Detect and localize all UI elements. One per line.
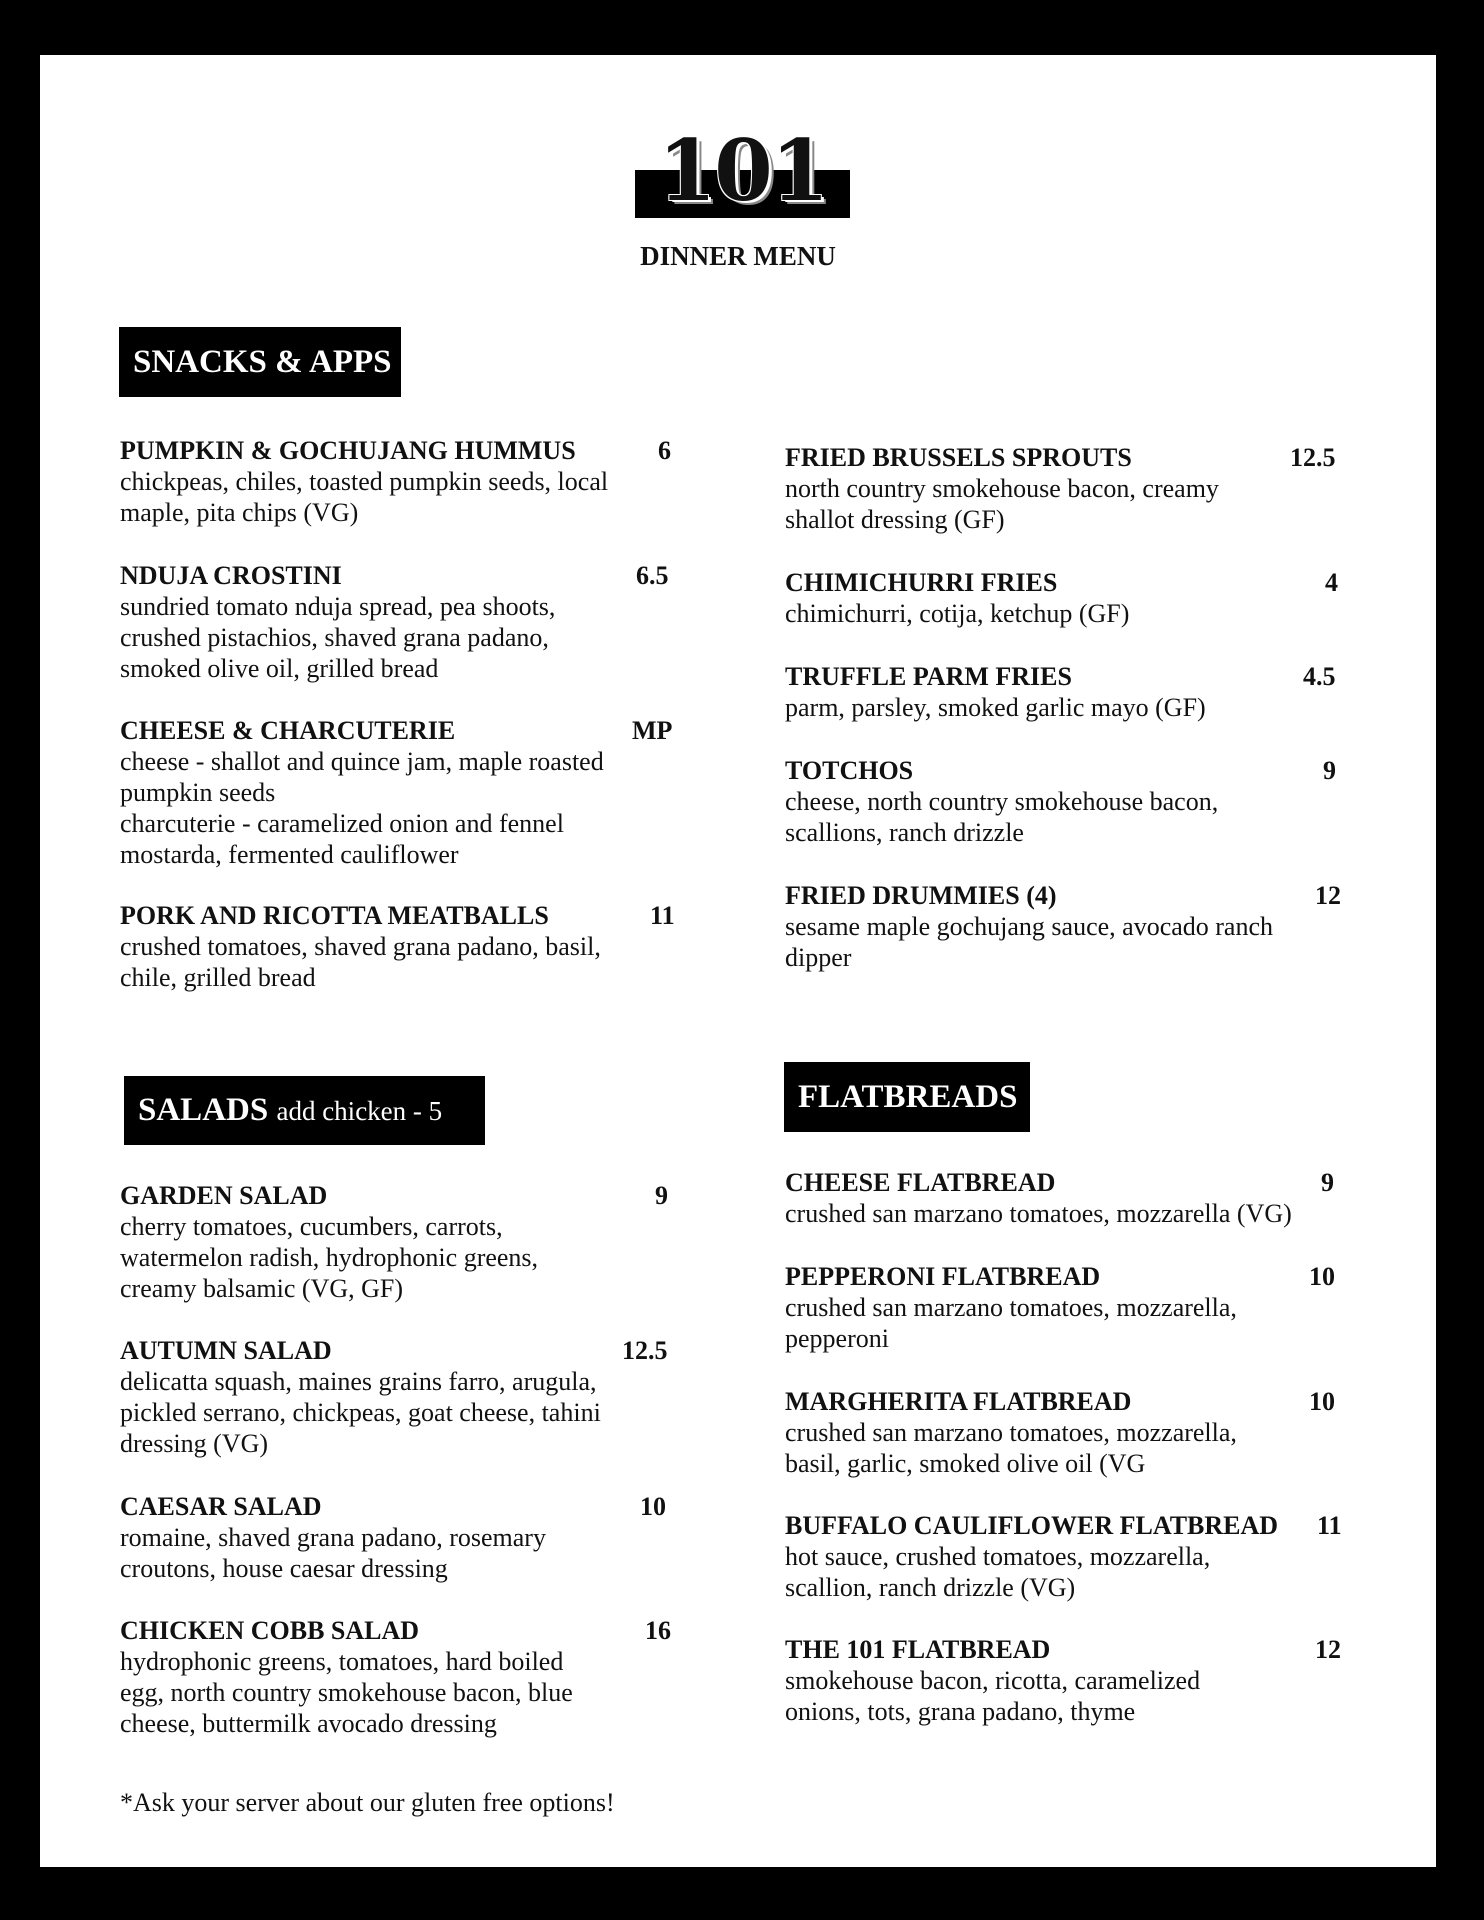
item-name: MARGHERITA FLATBREAD — [785, 1387, 1132, 1416]
item-description: sesame maple gochujang sauce, avocado ranch dipper — [785, 912, 1274, 972]
section-note: add chicken - 5 — [276, 1096, 443, 1126]
item-price: 16 — [645, 1616, 671, 1645]
item-price: 9 — [1321, 1168, 1334, 1197]
item-name: CHEESE & CHARCUTERIE — [120, 716, 456, 745]
item-name: PORK AND RICOTTA MEATBALLS — [120, 901, 549, 930]
logo-text: 101 — [657, 121, 828, 220]
menu-item — [785, 661, 1385, 723]
section-title: SALADS — [138, 1092, 269, 1128]
menu-item — [120, 1491, 720, 1584]
menu-item — [785, 567, 1385, 629]
item-description: north country smokehouse bacon, creamy shallot dressing (GF) — [785, 474, 1219, 534]
menu-item — [785, 880, 1385, 973]
item-price: 12.5 — [1290, 443, 1336, 472]
item-price: 6.5 — [636, 561, 669, 590]
item-name: PEPPERONI FLATBREAD — [785, 1262, 1101, 1291]
item-price: 12 — [1315, 1635, 1341, 1664]
menu-subtitle: DINNER MENU — [640, 241, 836, 271]
menu-item — [785, 755, 1385, 848]
item-description: crushed san marzano tomatoes, mozzarella, basil, garlic, smoked olive oil (VG — [785, 1418, 1237, 1478]
menu-item — [120, 560, 720, 684]
item-description: delicatta squash, maines grains farro, arugula, pickled serrano, chickpeas, goat cheese, tahini dressing (VG) — [120, 1367, 601, 1458]
section-title: SNACKS & APPS — [133, 344, 392, 380]
item-description: chimichurri, cotija, ketchup (GF) — [785, 599, 1130, 628]
item-name: CHIMICHURRI FRIES — [785, 568, 1058, 597]
item-name: FRIED DRUMMIES (4) — [785, 881, 1057, 910]
item-description: hydrophonic greens, tomatoes, hard boiled egg, north country smokehouse bacon, blue cheese, buttermilk avocado dressing — [120, 1647, 573, 1738]
item-price: 9 — [1323, 756, 1336, 785]
item-price: 10 — [1309, 1262, 1335, 1291]
menu-item — [785, 1167, 1405, 1229]
item-price: 12.5 — [622, 1336, 668, 1365]
item-name: CHICKEN COBB SALAD — [120, 1616, 420, 1645]
item-name: CAESAR SALAD — [120, 1492, 322, 1521]
logo — [635, 121, 850, 220]
menu-item — [785, 1510, 1405, 1603]
menu-item — [785, 1386, 1405, 1479]
item-price: MP — [632, 716, 673, 745]
item-price: 4 — [1325, 568, 1338, 597]
menu-item — [120, 1180, 720, 1304]
item-price: 10 — [1309, 1387, 1335, 1416]
item-name: FRIED BRUSSELS SPROUTS — [785, 443, 1132, 472]
item-price: 11 — [1317, 1511, 1342, 1540]
item-description: hot sauce, crushed tomatoes, mozzarella, scallion, ranch drizzle (VG) — [785, 1542, 1211, 1602]
item-price: 12 — [1315, 881, 1341, 910]
menu-item — [120, 900, 720, 993]
item-description: cheese, north country smokehouse bacon, scallions, ranch drizzle — [785, 787, 1219, 847]
item-description: smokehouse bacon, ricotta, caramelized onions, tots, grana padano, thyme — [785, 1666, 1201, 1726]
menu-item — [785, 442, 1385, 535]
item-description: cheese - shallot and quince jam, maple roasted pumpkin seeds charcuterie - caramelized onion and fennel mostarda, fermented cauliflower — [120, 747, 604, 869]
menu-page — [40, 55, 1436, 1867]
item-description: crushed tomatoes, shaved grana padano, basil, chile, grilled bread — [120, 932, 601, 992]
menu-item — [120, 1335, 720, 1459]
footer-note: *Ask your server about our gluten free options! — [120, 1788, 615, 1817]
item-name: TRUFFLE PARM FRIES — [785, 662, 1072, 691]
item-price: 9 — [655, 1181, 668, 1210]
item-price: 4.5 — [1303, 662, 1336, 691]
item-description: chickpeas, chiles, toasted pumpkin seeds, local maple, pita chips (VG) — [120, 467, 609, 527]
item-name: BUFFALO CAULIFLOWER FLATBREAD — [785, 1511, 1279, 1540]
menu-item — [120, 1615, 720, 1739]
item-price: 6 — [658, 436, 671, 465]
menu-item — [785, 1261, 1405, 1354]
item-name: THE 101 FLATBREAD — [785, 1635, 1051, 1664]
item-description: cherry tomatoes, cucumbers, carrots, watermelon radish, hydrophonic greens, creamy balsamic (VG, GF) — [120, 1212, 539, 1303]
menu-item — [120, 435, 720, 528]
item-name: GARDEN SALAD — [120, 1181, 328, 1210]
menu-item — [785, 1634, 1405, 1727]
section-header-salads — [124, 1076, 485, 1145]
item-description: sundried tomato nduja spread, pea shoots, crushed pistachios, shaved grana padano, smoked olive oil, grilled bread — [120, 592, 556, 683]
item-description: romaine, shaved grana padano, rosemary croutons, house caesar dressing — [120, 1523, 546, 1583]
item-description: crushed san marzano tomatoes, mozzarella, pepperoni — [785, 1293, 1237, 1353]
item-name: PUMPKIN & GOCHUJANG HUMMUS — [120, 436, 576, 465]
item-description: parm, parsley, smoked garlic mayo (GF) — [785, 693, 1206, 722]
section-title: FLATBREADS — [798, 1079, 1018, 1115]
item-name: CHEESE FLATBREAD — [785, 1168, 1056, 1197]
item-price: 10 — [640, 1492, 666, 1521]
item-name: NDUJA CROSTINI — [120, 561, 342, 590]
item-name: TOTCHOS — [785, 756, 914, 785]
item-description: crushed san marzano tomatoes, mozzarella (VG) — [785, 1199, 1292, 1228]
section-header-snacks — [119, 327, 401, 397]
menu-item — [120, 715, 720, 870]
section-header-flatbreads — [784, 1062, 1030, 1132]
item-name: AUTUMN SALAD — [120, 1336, 332, 1365]
item-price: 11 — [650, 901, 675, 930]
